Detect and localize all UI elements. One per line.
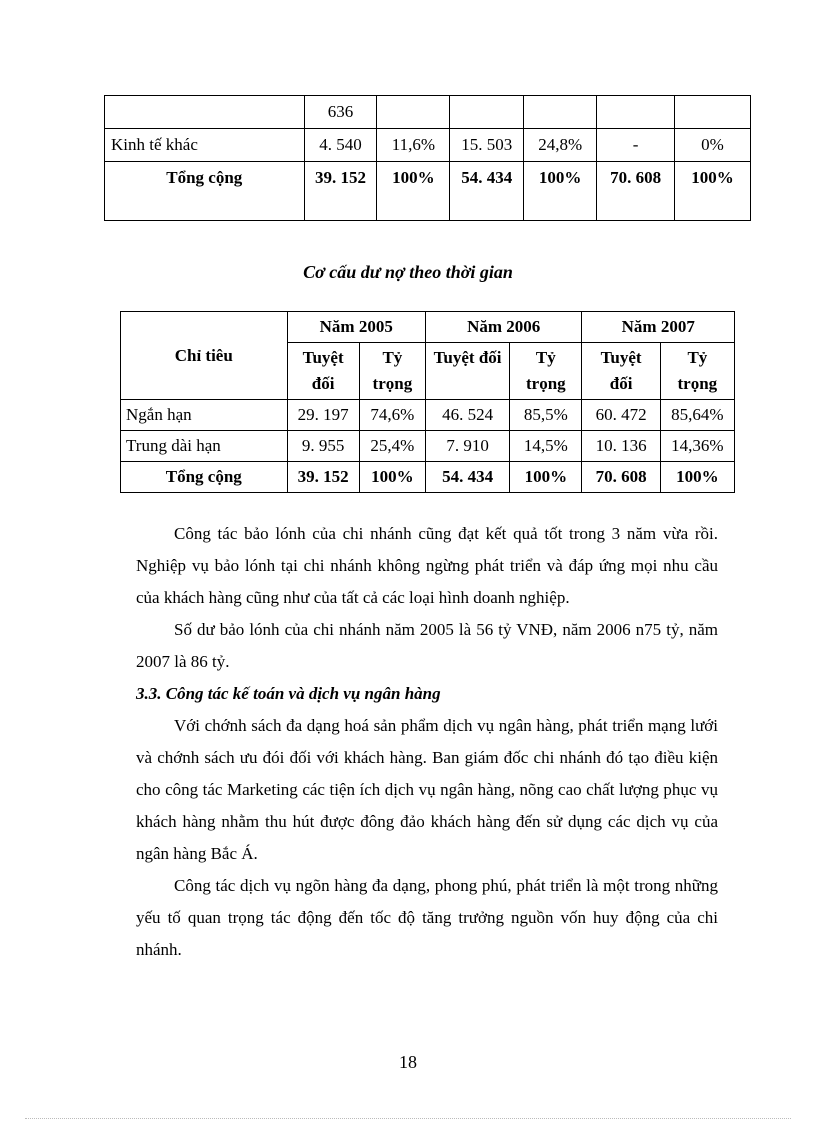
cell-2005-absolute: 636 xyxy=(304,96,377,129)
table-loan-by-sector-continued xyxy=(104,95,751,221)
cell-2007-ratio: 0% xyxy=(675,129,751,162)
header-indicator: Chỉ tiêu xyxy=(121,312,288,400)
header-ratio: Tỷ trọng xyxy=(510,343,582,400)
table-row-total xyxy=(121,462,735,493)
page-bottom-divider xyxy=(25,1118,791,1119)
header-absolute: Tuyệt đối xyxy=(425,343,509,400)
row-label: Tổng cộng xyxy=(105,162,305,221)
cell-2006-absolute: 54. 434 xyxy=(425,462,509,493)
cell-2007-absolute xyxy=(597,96,675,129)
cell-2007-absolute: - xyxy=(597,129,675,162)
cell-2006-ratio: 24,8% xyxy=(524,129,597,162)
cell-2007-ratio: 85,64% xyxy=(660,400,734,431)
body-text xyxy=(136,518,718,966)
row-label xyxy=(105,96,305,129)
table-row xyxy=(105,129,751,162)
paragraph: Với chớnh sách đa dạng hoá sản phẩm dịch vụ ngân hàng, phát triển mạng lưới và chớnh sách ưu đói đối với khách hàng. Ban giám đốc chi nhánh đó tạo điều kiện cho công tác Marketing các tiện ích dịch vụ ngân hàng, nõng cao chất lượng phục vụ khách hàng nhằm thu hút được đông đảo khách hàng đến sử dụng các dịch vụ của ngân hàng Bắc Á. xyxy=(136,716,718,863)
cell-2005-ratio: 100% xyxy=(359,462,425,493)
cell-2006-absolute: 46. 524 xyxy=(425,400,509,431)
cell-2006-ratio: 100% xyxy=(510,462,582,493)
paragraph: Công tác bảo lónh của chi nhánh cũng đạt kết quả tốt trong 3 năm vừa rồi. Nghiệp vụ bảo lónh tại chi nhánh không ngừng phát triển và đáp ứng mọi nhu cầu của khách hàng cũng như của tất cả các loại hình doanh nghiệp. xyxy=(136,524,718,607)
cell-2005-ratio: 100% xyxy=(377,162,450,221)
cell-2005-ratio xyxy=(377,96,450,129)
table-row xyxy=(105,96,751,129)
cell-2007-ratio: 14,36% xyxy=(660,431,734,462)
table-row xyxy=(121,431,735,462)
cell-2007-absolute: 70. 608 xyxy=(597,162,675,221)
header-absolute: Tuyệt đối xyxy=(287,343,359,400)
cell-2005-ratio: 74,6% xyxy=(359,400,425,431)
section-heading: 3.3. Công tác kế toán và dịch vụ ngân hàng xyxy=(136,684,441,703)
row-label: Trung dài hạn xyxy=(121,431,288,462)
header-ratio: Tỷ trọng xyxy=(660,343,734,400)
paragraph: Số dư bảo lónh của chi nhánh năm 2005 là 56 tỷ VNĐ, năm 2006 n75 tỷ, năm 2007 là 86 tỷ. xyxy=(136,620,718,671)
cell-2007-absolute: 60. 472 xyxy=(582,400,660,431)
cell-2006-ratio: 85,5% xyxy=(510,400,582,431)
header-absolute: Tuyệt đối xyxy=(582,343,660,400)
cell-2005-absolute: 39. 152 xyxy=(287,462,359,493)
cell-2006-ratio: 100% xyxy=(524,162,597,221)
table-caption: Cơ cấu dư nợ theo thời gian xyxy=(303,262,513,282)
cell-2006-absolute: 7. 910 xyxy=(425,431,509,462)
cell-2005-ratio: 25,4% xyxy=(359,431,425,462)
cell-2007-ratio: 100% xyxy=(675,162,751,221)
table-row-total xyxy=(105,162,751,221)
table-loan-by-term xyxy=(120,311,735,493)
paragraph: Công tác dịch vụ ngõn hàng đa dạng, phong phú, phát triển là một trong những yếu tố quan trọng tác động đến tốc độ tăng trưởng nguồn vốn huy động của chi nhánh. xyxy=(136,876,718,959)
cell-2005-absolute: 39. 152 xyxy=(304,162,377,221)
table-row xyxy=(121,400,735,431)
cell-2007-ratio: 100% xyxy=(660,462,734,493)
cell-2006-absolute xyxy=(450,96,524,129)
cell-2005-absolute: 4. 540 xyxy=(304,129,377,162)
cell-2007-absolute: 70. 608 xyxy=(582,462,660,493)
header-year-2007: Năm 2007 xyxy=(582,312,735,343)
header-ratio: Tỷ trọng xyxy=(359,343,425,400)
cell-2007-absolute: 10. 136 xyxy=(582,431,660,462)
table-header-row xyxy=(121,312,735,343)
header-year-2005: Năm 2005 xyxy=(287,312,425,343)
row-label: Tổng cộng xyxy=(121,462,288,493)
cell-2005-absolute: 9. 955 xyxy=(287,431,359,462)
cell-2005-absolute: 29. 197 xyxy=(287,400,359,431)
cell-2007-ratio xyxy=(675,96,751,129)
header-year-2006: Năm 2006 xyxy=(425,312,582,343)
cell-2006-ratio: 14,5% xyxy=(510,431,582,462)
cell-2006-ratio xyxy=(524,96,597,129)
page-number: 18 xyxy=(399,1052,417,1072)
row-label: Ngắn hạn xyxy=(121,400,288,431)
cell-2005-ratio: 11,6% xyxy=(377,129,450,162)
cell-2006-absolute: 54. 434 xyxy=(450,162,524,221)
row-label: Kinh tế khác xyxy=(105,129,305,162)
cell-2006-absolute: 15. 503 xyxy=(450,129,524,162)
